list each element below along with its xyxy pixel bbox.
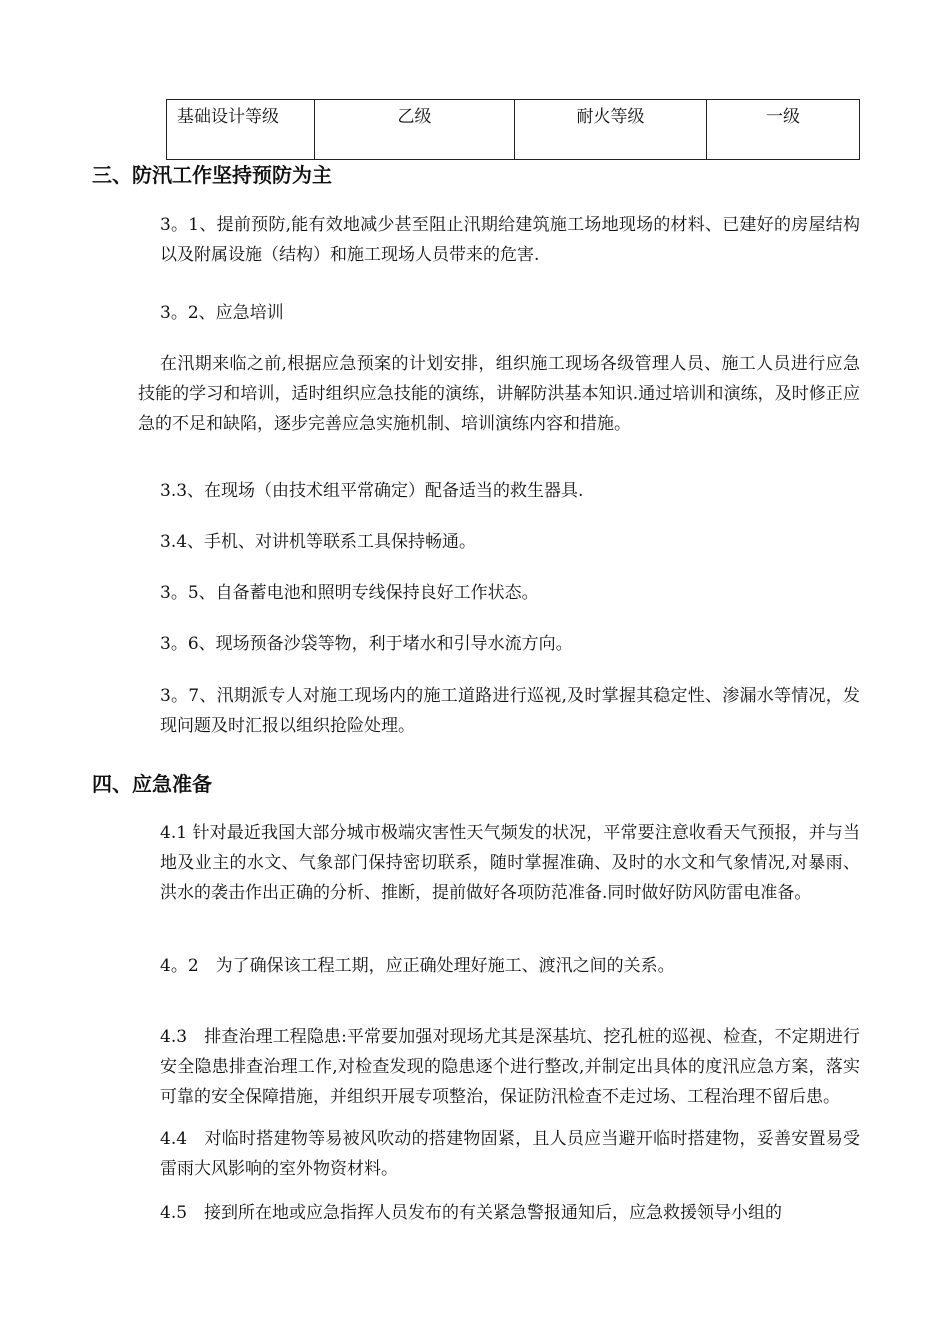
table-cell: 一级 xyxy=(707,100,860,160)
section-heading-3: 三、防汛工作坚持预防为主 xyxy=(92,163,332,187)
paragraph-3-1: 3。1、提前预防,能有效地减少甚至阻止汛期给建筑施工场地现场的材料、已建好的房屋结构以及附属设施（结构）和施工现场人员带来的危害. xyxy=(160,215,860,265)
table-cell: 基础设计等级 xyxy=(167,100,315,160)
table-cell: 耐火等级 xyxy=(515,100,707,160)
paragraph-3-7: 3。7、汛期派专人对施工现场内的施工道路进行巡视,及时掌握其稳定性、渗漏水等情况，发现问题及时汇报以组织抢险处理。 xyxy=(160,686,860,736)
paragraph-4-3: 4.3 排查治理工程隐患:平常要加强对现场尤其是深基坑、挖孔桩的巡视、检查，不定期进行安全隐患排查治理工作,对检查发现的隐患逐个进行整改,并制定出具体的度汛应急方案，落实可靠的安全保障措施，并组织开展专项整治，保证防汛检查不走过场、工程治理不留后患。 xyxy=(160,1027,860,1107)
paragraph-4-1: 4.1 针对最近我国大部分城市极端灾害性天气频发的状况，平常要注意收看天气预报，并与当地及业主的水文、气象部门保持密切联系，随时掌握准确、及时的水文和气象情况,对暴雨、洪水的袭击作出正确的分析、推断，提前做好各项防范准备.同时做好防风防雷电准备。 xyxy=(160,823,860,903)
paragraph-4-2: 4。2 为了确保该工程工期，应正确处理好施工、渡汛之间的关系。 xyxy=(160,956,675,976)
paragraph-3-6: 3。6、现场预备沙袋等物，利于堵水和引导水流方向。 xyxy=(160,634,573,654)
paragraph-4-4: 4.4 对临时搭建物等易被风吹动的搭建物固紧，且人员应当避开临时搭建物，妥善安置易受雷雨大风影响的室外物资材料。 xyxy=(160,1129,860,1179)
design-grade-table xyxy=(166,99,860,160)
section-heading-4: 四、应急准备 xyxy=(92,772,212,796)
paragraph-3-2: 3。2、应急培训 xyxy=(160,303,284,323)
table-row xyxy=(167,100,860,160)
paragraph-3-2-body: 在汛期来临之前,根据应急预案的计划安排，组织施工现场各级管理人员、施工人员进行应急技能的学习和培训，适时组织应急技能的演练，讲解防洪基本知识.通过培训和演练，及时修正应急的不足和缺陷，逐步完善应急实施机制、培训演练内容和措施。 xyxy=(138,354,860,434)
table-cell: 乙级 xyxy=(315,100,515,160)
paragraph-3-5: 3。5、自备蓄电池和照明专线保持良好工作状态。 xyxy=(160,583,539,603)
paragraph-4-5: 4.5 接到所在地或应急指挥人员发布的有关紧急警报通知后，应急救援领导小组的 xyxy=(160,1203,783,1223)
paragraph-3-4: 3.4、手机、对讲机等联系工具保持畅通。 xyxy=(160,532,477,552)
paragraph-3-3: 3.3、在现场（由技术组平常确定）配备适当的救生器具. xyxy=(160,481,584,501)
